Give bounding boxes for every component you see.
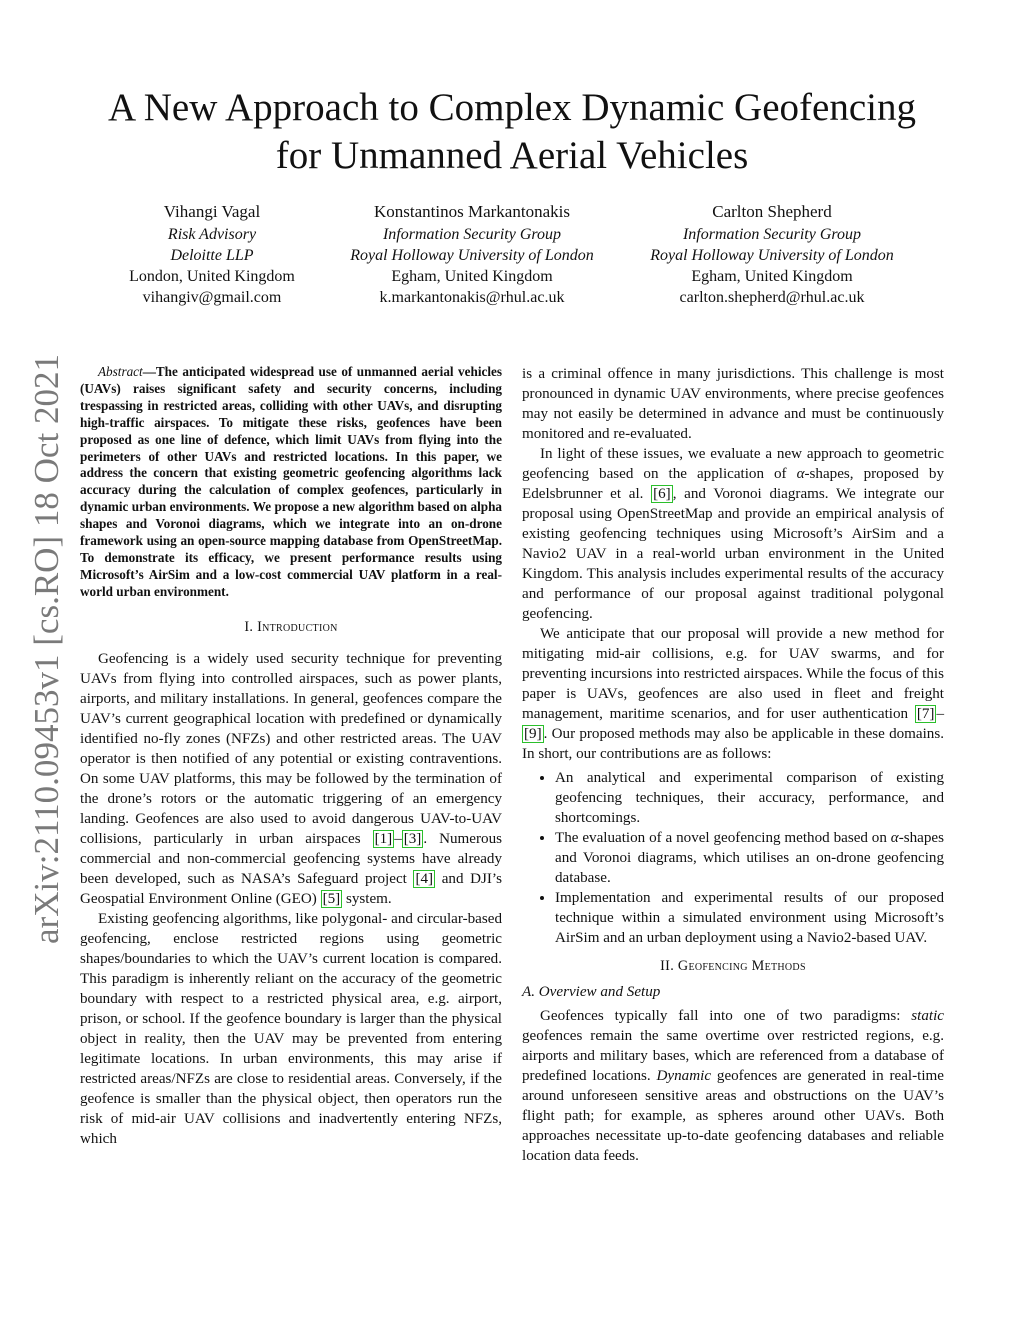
author-name: Konstantinos Markantonakis bbox=[374, 202, 570, 221]
arxiv-identifier-svg bbox=[20, 352, 70, 944]
list-item: • The evaluation of a novel geofencing method based on α-shapes and Voronoi diagrams, which utilises an on-drone geofencing database. bbox=[555, 828, 944, 888]
citation-link[interactable]: [4] bbox=[415, 870, 434, 887]
left-column bbox=[80, 364, 502, 1149]
title-line-2: for Unmanned Aerial Vehicles bbox=[275, 134, 749, 177]
title-line-1: A New Approach to Complex Dynamic Geofencing bbox=[108, 86, 916, 129]
list-item: • Implementation and experimental results of our proposed technique within a simulated environment using Microsoft’s AirSim and an urban deployment using a Navio2-based UAV. bbox=[555, 888, 944, 948]
intro-paragraph-3: In light of these issues, we evaluate a new approach to geometric geofencing based on the application of α-shapes, proposed by Edelsbrunner et al. [6] , and Voronoi diagrams. We integrate our proposal using OpenStreetMap and provide an empirical analysis of existing geofencing techniques using Microsoft’s AirSim and a Navio2 UAV in a real-world urban environment in the United Kingdom. This analysis includes experimental results of the accuracy and performance of our proposal against traditional polygonal geofencing. bbox=[522, 446, 944, 622]
author-block-3 bbox=[622, 200, 922, 308]
intro-paragraph-2-continued: is a criminal offence in many jurisdictions. This challenge is most pronounced in dynamic UAV environments, where precise geofences may not easily be determined in advance and must be continuously monitored and re-evaluated. bbox=[522, 366, 944, 442]
intro-paragraph-1: Geofencing is a widely used security technique for preventing UAVs from flying into controlled airspaces, such as power plants, airports, and military installations. In general, geofences compare the UAV’s current geographical location with predefined or dynamically identified no-fly zones (NFZs) and other restricted areas. The UAV operator is then notified of any potential or existing contraventions. On some UAV platforms, this may be followed by the termination of the drone’s rotors or the automatic triggering of an emergency landing. Geofences are also used to avoid dangerous UAV-to-UAV collisions, particularly in urban airspaces [1] – [3] . Numerous commercial and non-commercial geofencing systems have already been developed, such as NASA’s Safeguard project [4] and DJI’s Geospatial Environment Online (GEO) [5] system. bbox=[80, 650, 502, 907]
author-email: k.markantonakis@rhul.ac.uk bbox=[379, 289, 565, 306]
citation-link[interactable]: [5] bbox=[322, 890, 341, 907]
citation-link[interactable]: [9] bbox=[524, 726, 542, 742]
citation-link[interactable]: [7] bbox=[916, 706, 935, 722]
author-location: Egham, United Kingdom bbox=[391, 268, 553, 285]
author-block-2 bbox=[322, 200, 622, 308]
abstract bbox=[80, 364, 502, 601]
author-email: vihangiv@gmail.com bbox=[142, 289, 282, 306]
author-affiliation: Information Security Group bbox=[382, 226, 562, 243]
intro-paragraph-2: Existing geofencing algorithms, like polygonal- and circular-based geofencing, enclose restricted regions using geometric shapes/boundaries to which the UAV’s current location is compared. This paradigm is inherently reliant on the accuracy of the geometric boundary with respect to a restricted physical area, e.g. airport, prison, or school. If the geofence boundary is larger than the physical object in reality, then the UAV may be prevented from entering legitimate locations. In urban environments, this may arise if restricted areas/NFZs are close to residential areas. Conversely, if the geofence is smaller than the physical object, then operators run the risk of mid-air UAV collisions and inadvertently entering NFZs, which bbox=[80, 910, 502, 1147]
author-organization: Royal Holloway University of London bbox=[650, 247, 894, 264]
author-organization: Deloitte LLP bbox=[170, 247, 254, 264]
author-location: London, United Kingdom bbox=[129, 268, 295, 285]
arxiv-identifier bbox=[20, 352, 70, 944]
arxiv-identifier-text: arXiv:2110.09453v1 [cs.RO] 18 Oct 2021 bbox=[27, 354, 66, 944]
contributions-list bbox=[522, 768, 944, 948]
author-name: Vihangi Vagal bbox=[163, 202, 261, 221]
section-heading-geofencing-methods: II. Geofencing Methods bbox=[660, 958, 806, 974]
author-block-1 bbox=[62, 200, 362, 308]
author-email: carlton.shepherd@rhul.ac.uk bbox=[679, 289, 865, 306]
author-affiliation: Risk Advisory bbox=[167, 226, 257, 243]
list-item: • An analytical and experimental comparison of existing geofencing techniques, their accuracy, performance, and shortcomings. bbox=[555, 768, 944, 828]
author-affiliation: Information Security Group bbox=[682, 226, 862, 243]
author-name: Carlton Shepherd bbox=[712, 202, 832, 221]
intro-paragraph-4: We anticipate that our proposal will provide a new method for mitigating mid-air collisions, e.g. for UAV swarms, and for preventing incursions into restricted airspaces. While the focus of this paper is UAVs, geofences are also used in fleet and freight management, maritime scenarios, and for user authentication [7] –[9] . Our proposed methods may also be applicable in these domains. In short, our contributions are as follows: bbox=[522, 626, 944, 762]
citation-link[interactable]: [6] bbox=[653, 486, 671, 502]
paper-title bbox=[70, 84, 954, 180]
right-column bbox=[522, 364, 944, 1166]
author-location: Egham, United Kingdom bbox=[691, 268, 853, 285]
citation-link[interactable]: [1] bbox=[374, 830, 393, 847]
citation-link[interactable]: [3] bbox=[403, 830, 422, 847]
author-organization: Royal Holloway University of London bbox=[350, 247, 594, 264]
section-heading-introduction: I. Introduction bbox=[244, 618, 338, 635]
abstract-text: —The anticipated widespread use of unmanned aerial vehicles (UAVs) raises significant safety and security concerns, including trespassing in restricted areas, colliding with other UAVs, and disrupting high-traffic airspaces. To mitigate these risks, geofences have been proposed as one line of defence, which limit UAVs from flying into the perimeters of other UAVs and restricted locations. In this paper, we address the concern that existing geometric geofencing algorithms lack accuracy during the calculation of complex geofences, particularly in dynamic urban environments. We propose a new algorithm based on alpha shapes and Voronoi diagrams, which we integrate into an on-drone framework using an open-source mapping database from OpenStreetMap. To demonstrate its efficacy, we present performance results using Microsoft’s AirSim and a low-cost commercial UAV platform in a real-world urban environment. bbox=[80, 364, 502, 599]
subsection-heading-overview: A. Overview and Setup bbox=[522, 984, 661, 1000]
abstract-label: Abstract bbox=[98, 364, 143, 379]
methods-paragraph-1: Geofences typically fall into one of two paradigms: static geofences remain the same overtime over restricted regions, e.g. airports and military bases, which are referenced from a database of predefined locations. Dynamic geofences are generated in real-time around unforeseen sensitive areas and obstructions on the UAV’s flight path; for example, as spheres around other UAVs. Both approaches necessitate up-to-date geofencing databases and reliable location data feeds. bbox=[522, 1008, 944, 1164]
